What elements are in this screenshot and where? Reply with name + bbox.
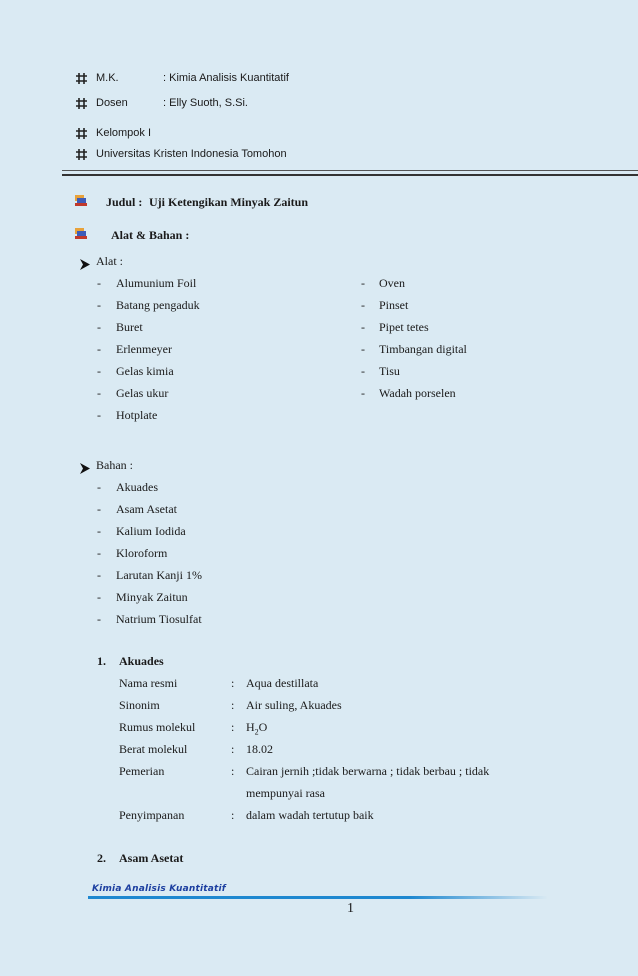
property-separator: : [231, 698, 235, 712]
list-item: Erlenmeyer [116, 342, 172, 356]
header-university: Universitas Kristen Indonesia Tomohon [96, 148, 287, 160]
property-separator: : [231, 676, 235, 690]
header-divider-thick [62, 174, 638, 176]
cross-bullet-icon [76, 73, 87, 84]
property-value: Aqua destillata [246, 676, 319, 690]
property-value-continued: mempunyai rasa [246, 786, 325, 800]
section-number: 1. [97, 654, 106, 668]
page-number: 1 [347, 901, 354, 916]
property-label: Rumus molekul [119, 720, 196, 734]
property-label: Sinonim [119, 698, 160, 712]
footer-divider [88, 896, 548, 899]
formula-value: $H_2O$ [246, 720, 268, 737]
book-bullet-icon [74, 194, 88, 212]
list-item: Akuades [116, 480, 158, 494]
alat-bahan-heading: Alat & Bahan : [111, 228, 190, 242]
property-separator: : [231, 720, 235, 734]
property-value: dalam wadah tertutup baik [246, 808, 374, 822]
header-value-dosen: : Elly Suoth, S.Si. [163, 97, 248, 109]
property-value: Cairan jernih ;tidak berwarna ; tidak berbau ; tidak [246, 764, 490, 778]
section-number: 2. [97, 851, 106, 865]
header-kelompok: Kelompok I [96, 127, 152, 139]
document-page: M.K. : Kimia Analisis Kuantitatif Dosen : Elly Suoth, S.Si. Kelompok I Universitas Kristen Indonesia Tomohon Judul : Uji Ketengikan Minyak Zaitun Alat & Bahan : Alat : - Alumunium Foil - Batang pengaduk - Buret - Erlenmeyer - Gelas kimia - Gelas ukur - Hotplate - Oven - Pinset - Pipet tetes - Timbangan digital - Tisu - Wadah porselen Bahan : - Akuades - Asam Asetat - Kalium Iodida - Kloroform - Larutan Kanji 1% - Minyak Zaitun - Natrium Tiosulfat 1. Akuades Nama resmi : Aqua destillata Sinonim : Air suling, Akuades Rumus molekul : $H_2O$ Berat molekul : 18.02 Pemerian : Cairan jernih ;tidak berwarna ; tidak berbau ; tidak mempunyai rasa Penyimpanan : dalam wadah tertutup baik 2. Asam Asetat Kimia Analisis Kuantitatif 1 [0, 0, 638, 976]
list-item: Asam Asetat [116, 502, 177, 516]
list-item: Gelas kimia [116, 364, 174, 378]
list-item: Gelas ukur [116, 386, 169, 400]
list-item: Larutan Kanji 1% [116, 568, 202, 582]
header-label-mk: M.K. [96, 72, 119, 84]
section-title: Asam Asetat [119, 851, 184, 865]
list-item: Hotplate [116, 408, 158, 422]
property-value: 18.02 [246, 742, 273, 756]
list-item: Pinset [379, 298, 409, 312]
list-item: Natrium Tiosulfat [116, 612, 202, 626]
list-item: Oven [379, 276, 405, 290]
cross-bullet-icon [76, 128, 87, 139]
section-title: Akuades [119, 654, 164, 668]
page-title: Uji Ketengikan Minyak Zaitun [149, 195, 309, 209]
cross-bullet-icon [76, 149, 87, 160]
list-item: Pipet tetes [379, 320, 429, 334]
bahan-heading: Bahan : [96, 458, 133, 472]
list-item: Minyak Zaitun [116, 590, 188, 604]
header-divider [62, 170, 638, 171]
property-separator: : [231, 808, 235, 822]
property-separator: : [231, 742, 235, 756]
list-item: Batang pengaduk [116, 298, 200, 312]
header-value-mk: : Kimia Analisis Kuantitatif [163, 72, 289, 84]
list-item: Timbangan digital [379, 342, 467, 356]
property-label: Pemerian [119, 764, 165, 778]
alat-heading: Alat : [96, 254, 123, 268]
list-item: Kalium Iodida [116, 524, 186, 538]
list-item: Wadah porselen [379, 386, 456, 400]
property-label: Berat molekul [119, 742, 188, 756]
arrow-bullet-icon [80, 461, 90, 472]
property-value: Air suling, Akuades [246, 698, 342, 712]
list-item: Tisu [379, 364, 400, 378]
cross-bullet-icon [76, 98, 87, 109]
list-item: Alumunium Foil [116, 276, 197, 290]
title-prefix: Judul : [106, 195, 143, 209]
header-label-dosen: Dosen [96, 97, 128, 109]
book-bullet-icon [74, 227, 88, 245]
property-label: Nama resmi [119, 676, 178, 690]
arrow-bullet-icon [80, 257, 90, 268]
list-item: Buret [116, 320, 143, 334]
list-item: Kloroform [116, 546, 168, 560]
property-separator: : [231, 764, 235, 778]
property-label: Penyimpanan [119, 808, 185, 822]
footer-title: Kimia Analisis Kuantitatif [92, 884, 226, 894]
